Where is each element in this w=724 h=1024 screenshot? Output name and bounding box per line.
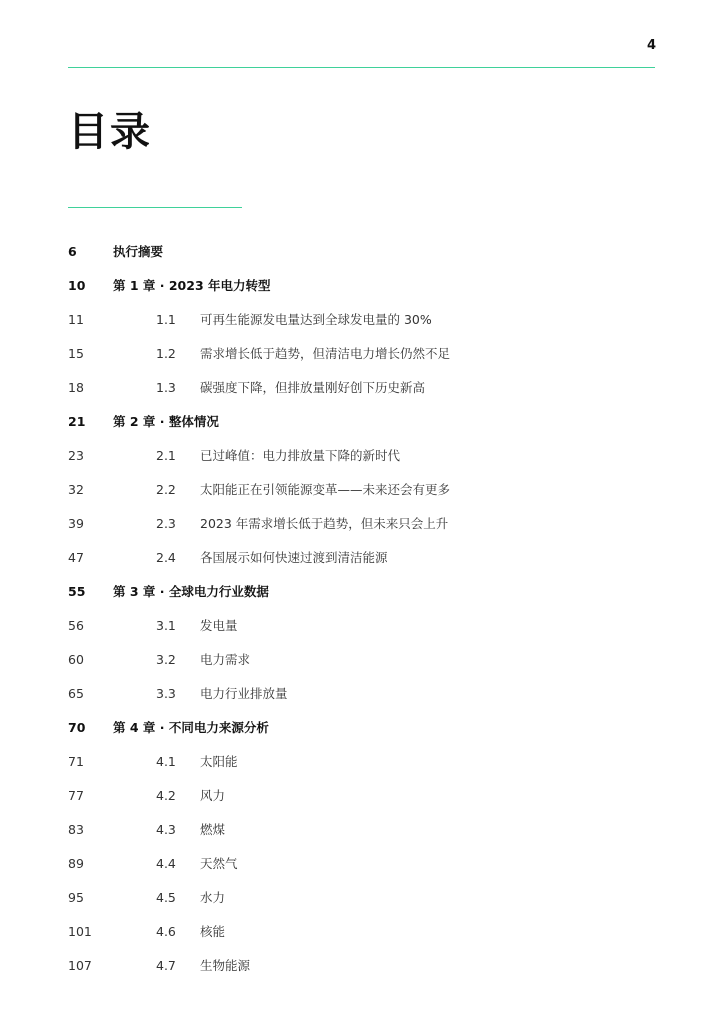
toc-section-title: 电力行业排放量 [200,686,288,701]
toc-section-number: 3.2 [156,652,176,667]
toc-section-title: 各国展示如何快速过渡到清洁能源 [200,550,388,565]
toc-page-number: 18 [68,380,84,395]
toc-chapter-row[interactable] [68,405,655,439]
toc-chapter-row[interactable] [68,235,655,269]
toc-section-title: 太阳能正在引领能源变革——未来还会有更多 [200,482,451,497]
toc-section-number: 2.3 [156,516,176,531]
toc-chapter-title: 第 4 章 · 不同电力来源分析 [113,720,269,735]
toc-page-number: 65 [68,686,84,701]
toc-page-number: 39 [68,516,84,531]
toc-section-number: 4.6 [156,924,176,939]
toc-section-row[interactable] [68,541,655,575]
toc-section-number: 4.1 [156,754,176,769]
toc-section-row[interactable] [68,949,655,983]
toc-page-number: 83 [68,822,84,837]
toc-section-title: 天然气 [200,856,238,871]
toc-section-title: 可再生能源发电量达到全球发电量的 30% [200,312,432,327]
toc-section-title: 2023 年需求增长低于趋势，但未来只会上升 [200,516,449,531]
toc-section-number: 4.5 [156,890,176,905]
toc-page-number: 60 [68,652,84,667]
toc-section-row[interactable] [68,473,655,507]
toc-chapter-title: 第 3 章 · 全球电力行业数据 [113,584,269,599]
toc-section-title: 发电量 [200,618,238,633]
toc-page-number: 89 [68,856,84,871]
toc-chapter-row[interactable] [68,575,655,609]
toc-section-row[interactable] [68,915,655,949]
toc-section-row[interactable] [68,677,655,711]
toc-section-row[interactable] [68,643,655,677]
toc-section-row[interactable] [68,371,655,405]
toc-section-title: 需求增长低于趋势，但清洁电力增长仍然不足 [200,346,451,361]
toc-page-number: 15 [68,346,84,361]
toc-section-number: 2.2 [156,482,176,497]
toc-section-title: 水力 [200,890,226,905]
toc-section-title: 风力 [200,788,226,803]
toc-section-number: 4.3 [156,822,176,837]
toc-page-number: 77 [68,788,84,803]
toc-page-number: 95 [68,890,84,905]
toc-section-row[interactable] [68,337,655,371]
toc-page-number: 107 [68,958,92,973]
toc-section-number: 1.3 [156,380,176,395]
toc-page-number: 21 [68,414,86,429]
toc-section-row[interactable] [68,881,655,915]
toc-section-number: 1.1 [156,312,176,327]
toc-page-number: 23 [68,448,84,463]
toc-chapter-title: 第 2 章 · 整体情况 [113,414,219,429]
toc-section-title: 已过峰值：电力排放量下降的新时代 [200,448,401,463]
header-divider [68,67,655,68]
toc-section-row[interactable] [68,779,655,813]
toc-section-row[interactable] [68,745,655,779]
toc-page-number: 101 [68,924,92,939]
toc-section-number: 4.2 [156,788,176,803]
toc-page-number: 71 [68,754,84,769]
toc-section-number: 3.3 [156,686,176,701]
toc-section-title: 核能 [200,924,226,939]
toc-page-number: 32 [68,482,84,497]
toc-chapter-row[interactable] [68,269,655,303]
toc-section-number: 2.1 [156,448,176,463]
toc-page-number: 6 [68,244,77,259]
toc-page-number: 10 [68,278,86,293]
page-number: 4 [646,38,656,53]
toc-section-number: 4.4 [156,856,176,871]
toc-section-title: 生物能源 [200,958,251,973]
toc-section-title: 太阳能 [200,754,238,769]
toc-section-row[interactable] [68,609,655,643]
toc-section-title: 碳强度下降，但排放量刚好创下历史新高 [200,380,426,395]
toc-section-number: 3.1 [156,618,176,633]
toc-page-number: 56 [68,618,84,633]
toc-section-row[interactable] [68,847,655,881]
page-title: 目录 [68,109,152,155]
toc-section-row[interactable] [68,813,655,847]
toc-page-number: 70 [68,720,86,735]
toc-page-number: 47 [68,550,84,565]
toc-section-number: 2.4 [156,550,176,565]
table-of-contents [68,235,655,983]
toc-section-row[interactable] [68,507,655,541]
toc-section-title: 燃煤 [200,822,226,837]
toc-page-number: 11 [68,312,84,327]
toc-section-row[interactable] [68,439,655,473]
toc-chapter-title: 执行摘要 [113,244,164,259]
toc-chapter-title: 第 1 章 · 2023 年电力转型 [113,278,271,293]
toc-section-title: 电力需求 [200,652,251,667]
toc-section-number: 1.2 [156,346,176,361]
toc-section-number: 4.7 [156,958,176,973]
toc-chapter-row[interactable] [68,711,655,745]
toc-section-row[interactable] [68,303,655,337]
title-underline [68,207,242,208]
toc-page-number: 55 [68,584,86,599]
